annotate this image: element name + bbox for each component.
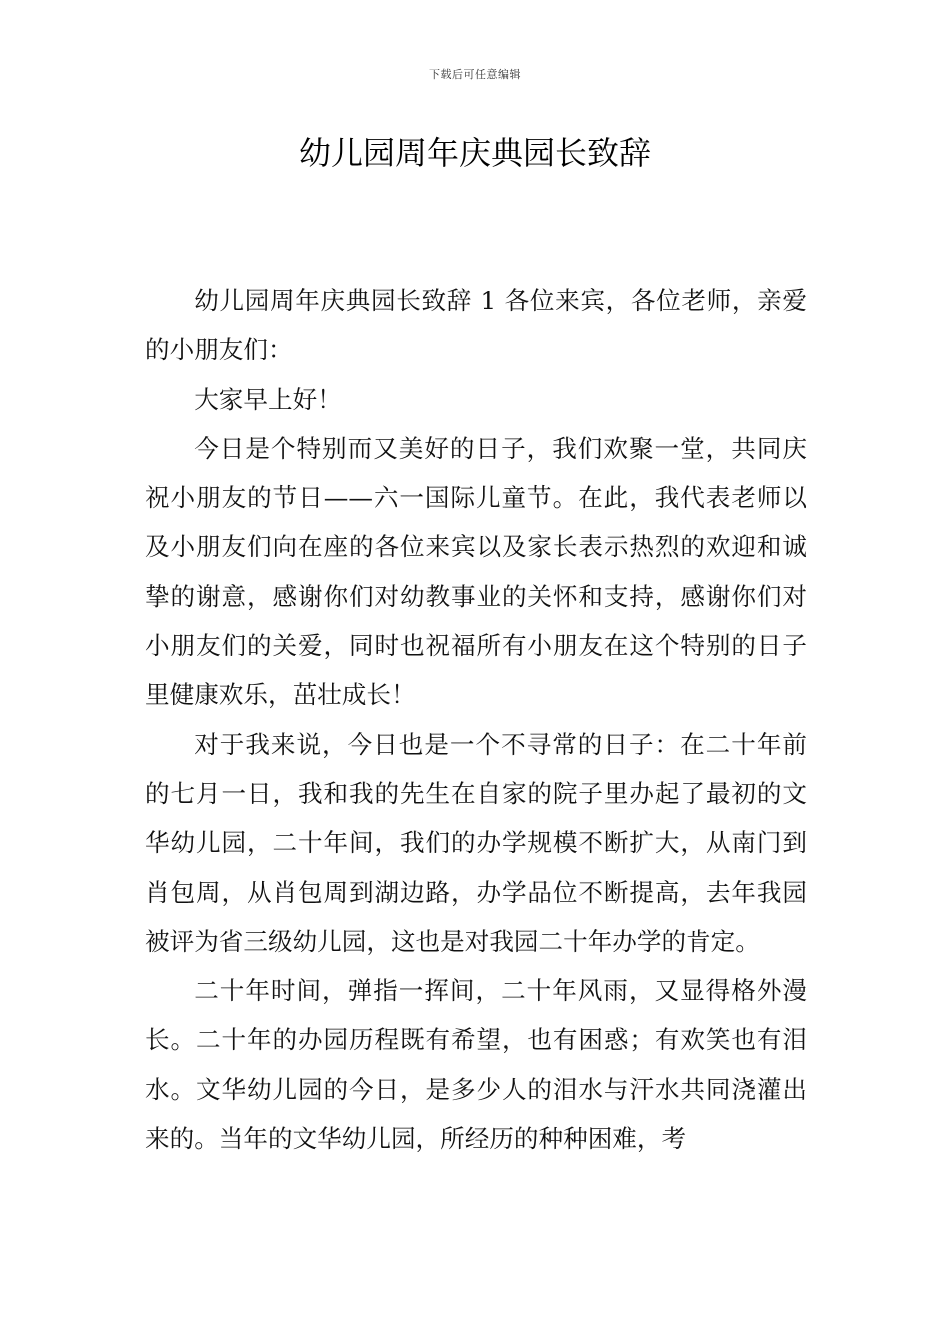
paragraph-greeting: 幼儿园周年庆典园长致辞 1 各位来宾，各位老师，亲爱的小朋友们： — [145, 286, 807, 365]
paragraph-history: 对于我来说，今日也是一个不寻常的日子：在二十年前的七月一日，我和我的先生在自家的院子里办起了最初的文华幼儿园，二十年间，我们的办学规模不断扩大，从南门到肖包周，从肖包周到湖边路，办学品位不断提高，去年我园被评为省三级幼儿园，这也是对我园二十年办学的肯定。 — [145, 729, 807, 956]
header-note: 下载后可任意编辑 — [429, 68, 521, 81]
document-title: 幼儿园周年庆典园长致辞 — [298, 134, 651, 172]
paragraph-good-morning: 大家早上好！ — [194, 384, 342, 414]
document-body — [145, 276, 807, 1163]
paragraph-twenty-years: 二十年时间，弹指一挥间，二十年风雨，又显得格外漫长。二十年的办园历程既有希望，也有困惑；有欢笑也有泪水。文华幼儿园的今日，是多少人的泪水与汗水共同浇灌出来的。当年的文华幼儿园，所经历的种种困难，考 — [145, 976, 807, 1154]
paragraph-childrens-day: 今日是个特别而又美好的日子，我们欢聚一堂，共同庆祝小朋友的节日——六一国际儿童节。在此，我代表老师以及小朋友们向在座的各位来宾以及家长表示热烈的欢迎和诚挚的谢意，感谢你们对幼教事业的关怀和支持，感谢你们对小朋友们的关爱，同时也祝福所有小朋友在这个特别的日子里健康欢乐，茁壮成长！ — [145, 433, 807, 710]
